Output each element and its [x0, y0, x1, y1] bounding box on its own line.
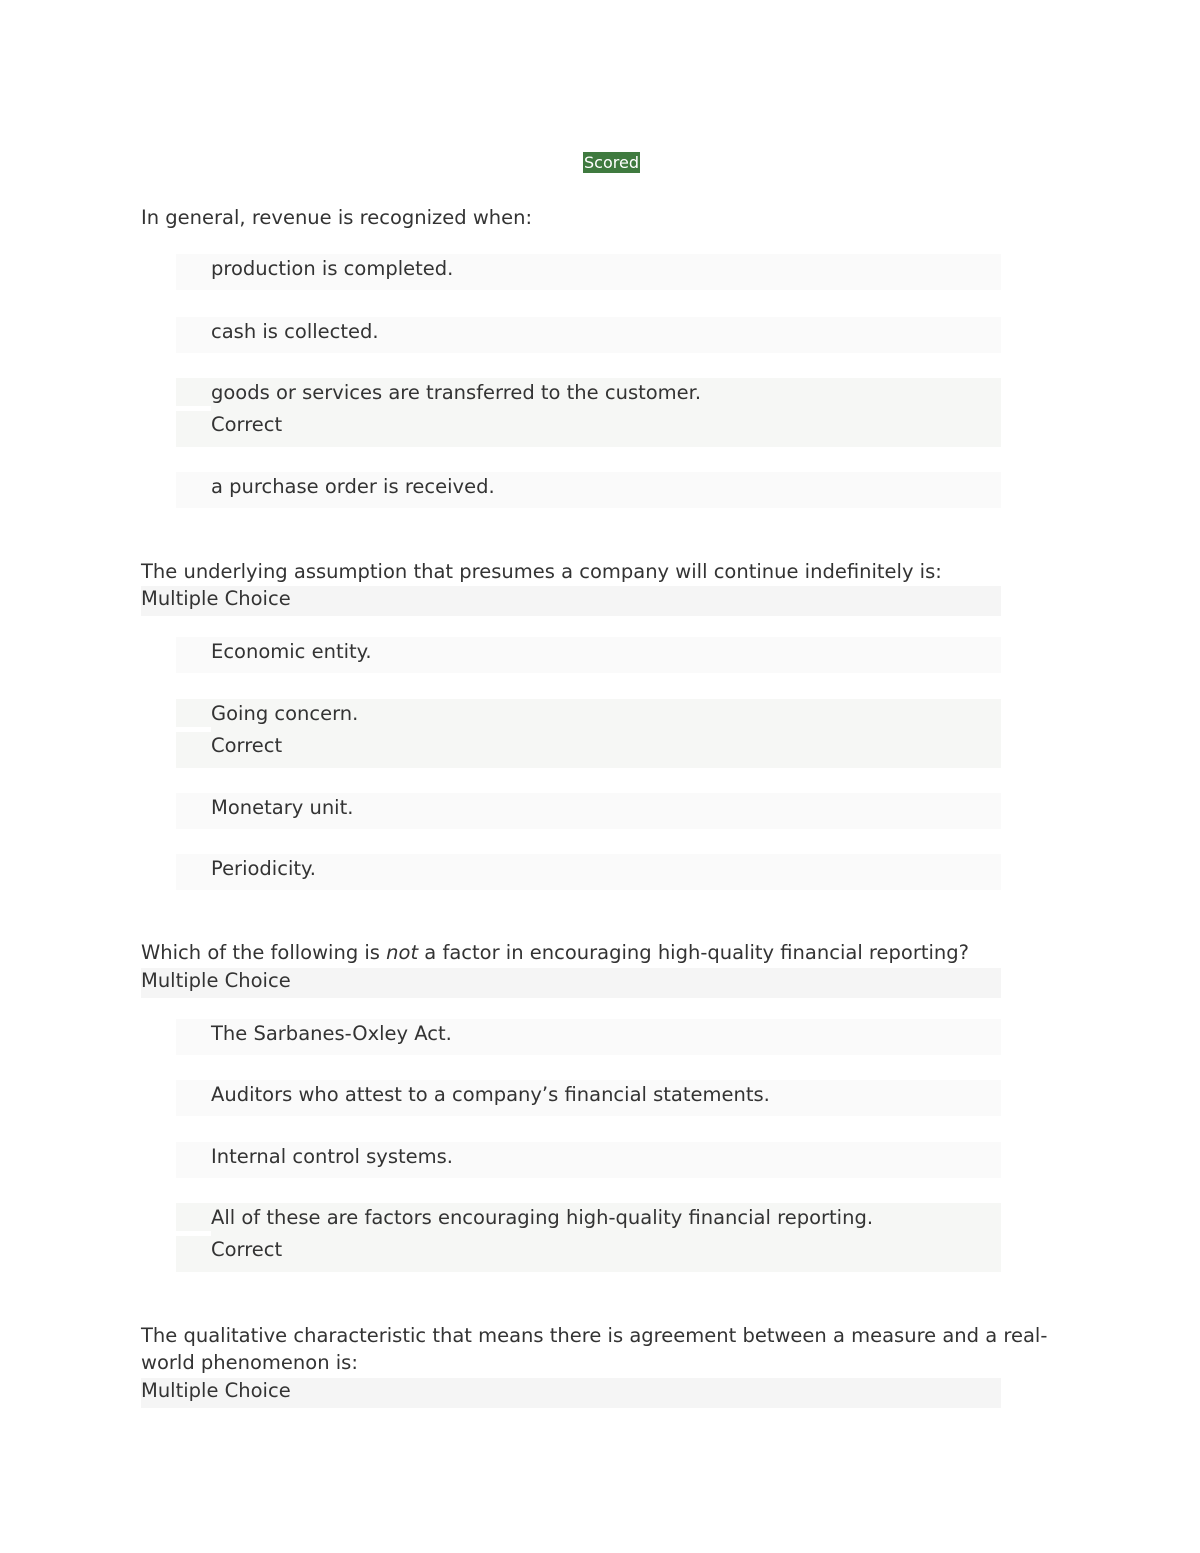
option-text: production is completed. [211, 257, 454, 280]
question-1-option-2[interactable] [176, 317, 1001, 353]
option-text: goods or services are transferred to the customer. [211, 381, 702, 404]
correct-label: Correct [211, 734, 283, 757]
prompt-part: Which of the following is [141, 941, 387, 964]
option-text: Internal control systems. [211, 1145, 453, 1168]
question-2-prompt: The underlying assumption that presumes a company will continue indefinitely is: [141, 560, 942, 583]
scored-badge: Scored [584, 153, 639, 172]
question-1-option-4[interactable] [176, 472, 1001, 508]
option-text: Economic entity. [211, 640, 372, 663]
question-3-option-1[interactable] [176, 1019, 1001, 1055]
correct-label: Correct [211, 413, 283, 436]
question-2-option-1[interactable] [176, 637, 1001, 673]
prompt-emphasis: not [386, 941, 419, 964]
option-text: All of these are factors encouraging high-quality financial reporting. [211, 1206, 874, 1229]
question-3-prompt [141, 939, 1081, 966]
option-text: cash is collected. [211, 320, 379, 343]
correct-label: Correct [211, 1238, 283, 1261]
question-4-prompt: The qualitative characteristic that means there is agreement between a measure and a real-world phenomenon is: [141, 1324, 1048, 1374]
question-1-option-1[interactable] [176, 254, 1001, 290]
option-text: Periodicity. [211, 857, 316, 880]
question-1-option-3[interactable] [176, 378, 1001, 447]
prompt-part: a factor in encouraging high-quality financial reporting? [418, 941, 969, 964]
question-2-option-2[interactable] [176, 699, 1001, 768]
question-2-option-3[interactable] [176, 793, 1001, 829]
option-text: a purchase order is received. [211, 475, 495, 498]
option-text: Monetary unit. [211, 796, 354, 819]
option-text: Auditors who attest to a company’s financial statements. [211, 1083, 770, 1106]
question-3-option-4[interactable] [176, 1203, 1001, 1272]
question-2-type: Multiple Choice [141, 586, 1001, 616]
question-1-prompt: In general, revenue is recognized when: [141, 206, 533, 229]
question-2-option-4[interactable] [176, 854, 1001, 890]
question-3-option-3[interactable] [176, 1142, 1001, 1178]
question-3-option-2[interactable] [176, 1080, 1001, 1116]
question-3-type: Multiple Choice [141, 968, 1001, 998]
option-text: Going concern. [211, 702, 359, 725]
option-text: The Sarbanes-Oxley Act. [211, 1022, 452, 1045]
question-4-type: Multiple Choice [141, 1378, 1001, 1408]
